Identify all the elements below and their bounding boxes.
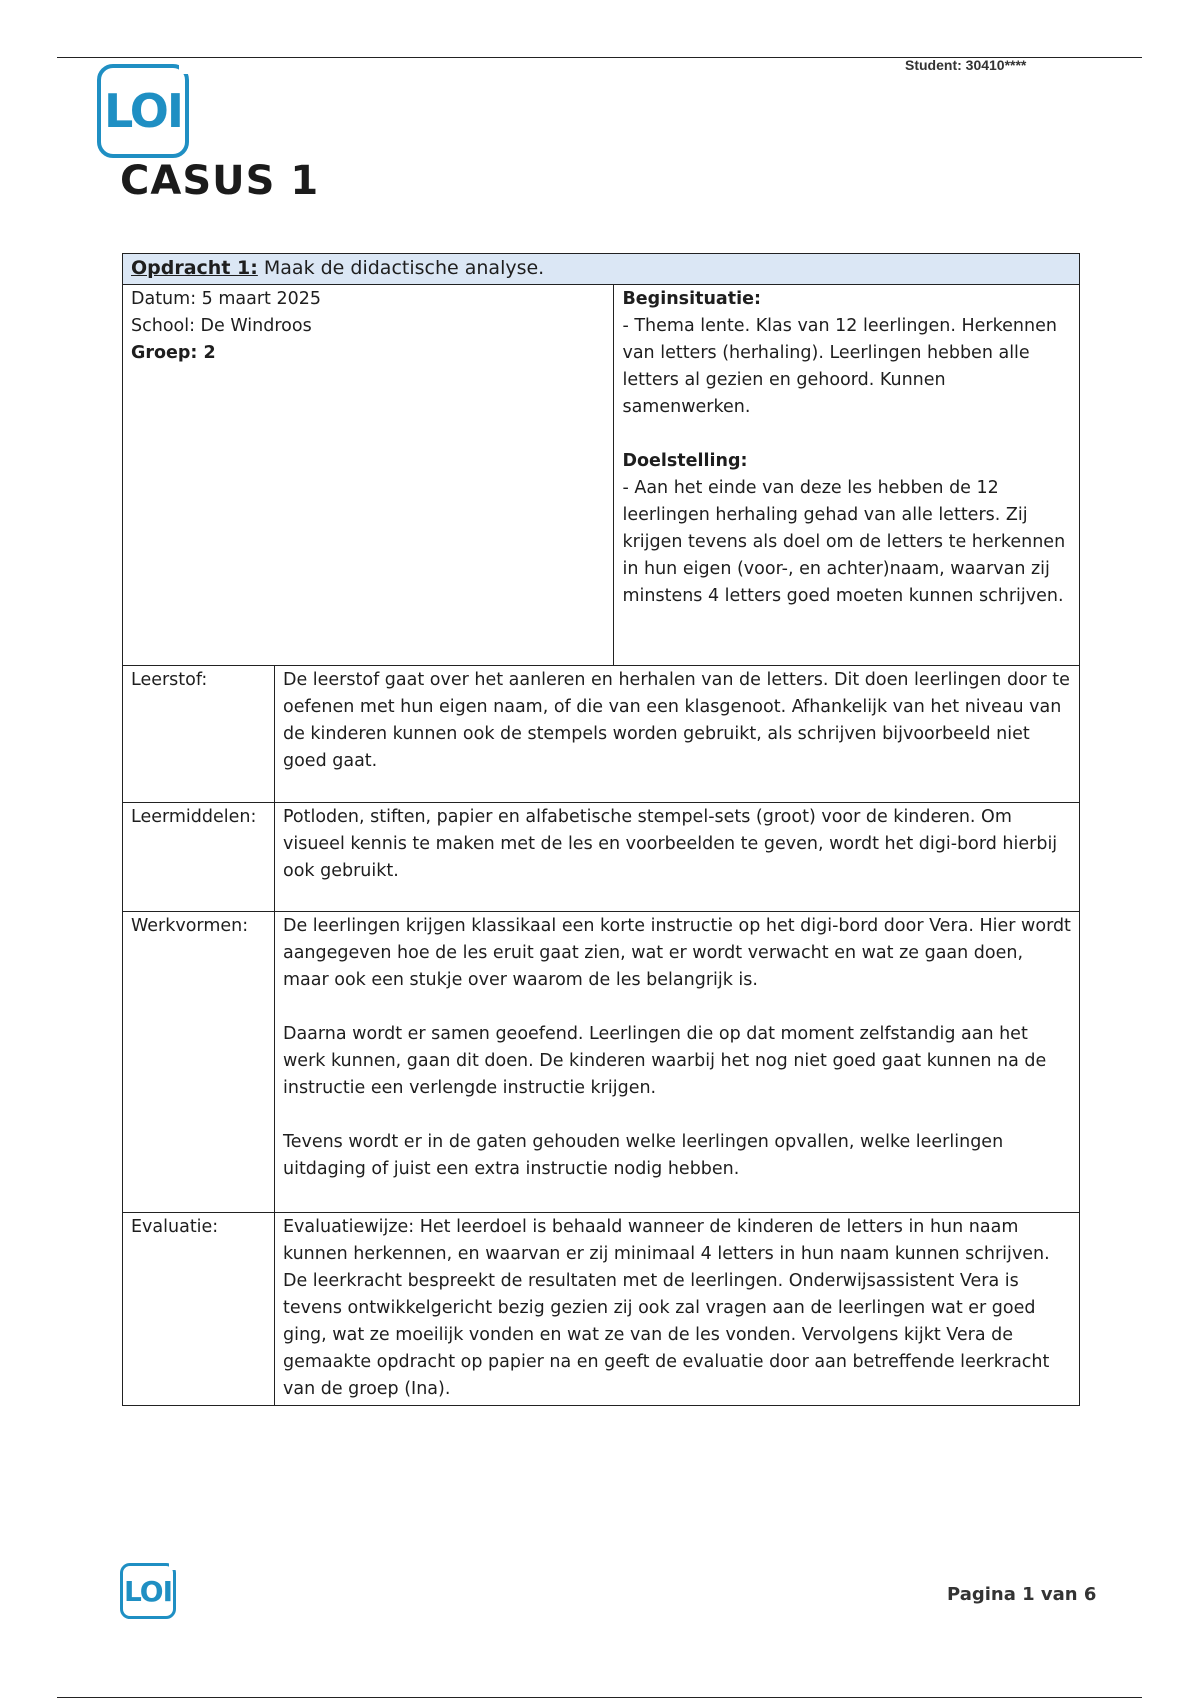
row-label: Leerstof: [123, 666, 275, 803]
assignment-text: Maak de didactische analyse. [257, 257, 545, 279]
page-title: CASUS 1 [120, 158, 320, 204]
row-content [274, 912, 1079, 1213]
row-paragraph: Evaluatiewijze: Het leerdoel is behaald wanneer de kinderen de letters in hun naam kunnen herkennen, en waarvan er zij minimaal 4 letters in hun naam kunnen schrijven. De leerkracht bespreekt de resultaten met de leerlingen. Onderwijsassistent Vera is tevens ontwikkelgericht bezig gezien zij ook zal vragen aan de leerlingen wat er goed ging, wat ze moeilijk vonden en wat ze van de les vonden. Vervolgens kijkt Vera de gemaakte opdracht op papier na en geeft de evaluatie door aan betreffende leerkracht van de groep (Ina). [282, 1217, 1050, 1399]
meta-cell [123, 285, 614, 666]
doelstelling-text: - Aan het einde van deze les hebben de 12 leerlingen herhaling gehad van alle letters. Zij krijgen tevens als doel om de letters te herkennen in hun eigen (voor-, en achter)naam, waarvan zij minstens 4 letters goed moeten kunnen schrijven. [622, 478, 1066, 606]
row-paragraph: De leerstof gaat over het aanleren en herhalen van de letters. Dit doen leerlingen door te oefenen met hun eigen naam, of die van een klasgenoot. Afhankelijk van het niveau van de kinderen kunnen ook de stempels worden gebruikt, als schrijven bijvoorbeeld niet goed gaat. [282, 670, 1070, 771]
beginsituatie-label: Beginsituatie: [622, 289, 761, 309]
row-label: Werkvormen: [123, 912, 275, 1213]
student-id: Student: 30410**** [905, 57, 1027, 73]
didactic-analysis-table [122, 253, 1080, 1406]
row-paragraph: Tevens wordt er in de gaten gehouden welke leerlingen opvallen, welke leerlingen uitdaging of juist een extra instructie nodig hebben. [282, 1132, 1004, 1179]
group: Groep: 2 [131, 343, 216, 363]
row-content [274, 666, 1079, 803]
date: Datum: 5 maart 2025 [131, 289, 322, 309]
row-paragraph: De leerlingen krijgen klassikaal een korte instructie op het digi-bord door Vera. Hier wordt aangegeven hoe de les eruit gaat zien, wat er wordt verwacht en wat ze gaan doen, maar ook een stukje over waarom de les belangrijk is. [282, 916, 1071, 990]
doelstelling-label: Doelstelling: [622, 451, 748, 471]
row-paragraph: Daarna wordt er samen geoefend. Leerlingen die op dat moment zelfstandig aan het werk kunnen, gaan dit doen. De kinderen waarbij het nog niet goed gaat kunnen na de instructie een verlengde instructie krijgen. [282, 1024, 1047, 1098]
situation-cell [614, 285, 1080, 666]
assignment-header [123, 254, 1080, 285]
table-row [123, 1213, 1080, 1406]
loi-logo: LOI [97, 64, 189, 158]
assignment-header-row [123, 254, 1080, 285]
row-content [274, 1213, 1079, 1406]
table-row [123, 666, 1080, 803]
row-paragraph: Potloden, stiften, papier en alfabetische stempel-sets (groot) voor de kinderen. Om visueel kennis te maken met de les en voorbeelden te geven, wordt het digi-bord hierbij ook gebruikt. [282, 807, 1058, 881]
beginsituatie-text: - Thema lente. Klas van 12 leerlingen. Herkennen van letters (herhaling). Leerlingen hebben alle letters al gezien en gehoord. Kunnen samenwerken. [622, 316, 1057, 417]
school: School: De Windroos [131, 316, 312, 336]
footer-loi-logo: LOI [120, 1563, 176, 1619]
row-content [274, 803, 1079, 912]
footer-rule [57, 1697, 1142, 1698]
table-row [123, 803, 1080, 912]
assignment-label: Opdracht 1: [131, 257, 258, 279]
table-row [123, 912, 1080, 1213]
situation-row [123, 285, 1080, 666]
row-label: Evaluatie: [123, 1213, 275, 1406]
row-label: Leermiddelen: [123, 803, 275, 912]
page-number: Pagina 1 van 6 [947, 1584, 1097, 1605]
